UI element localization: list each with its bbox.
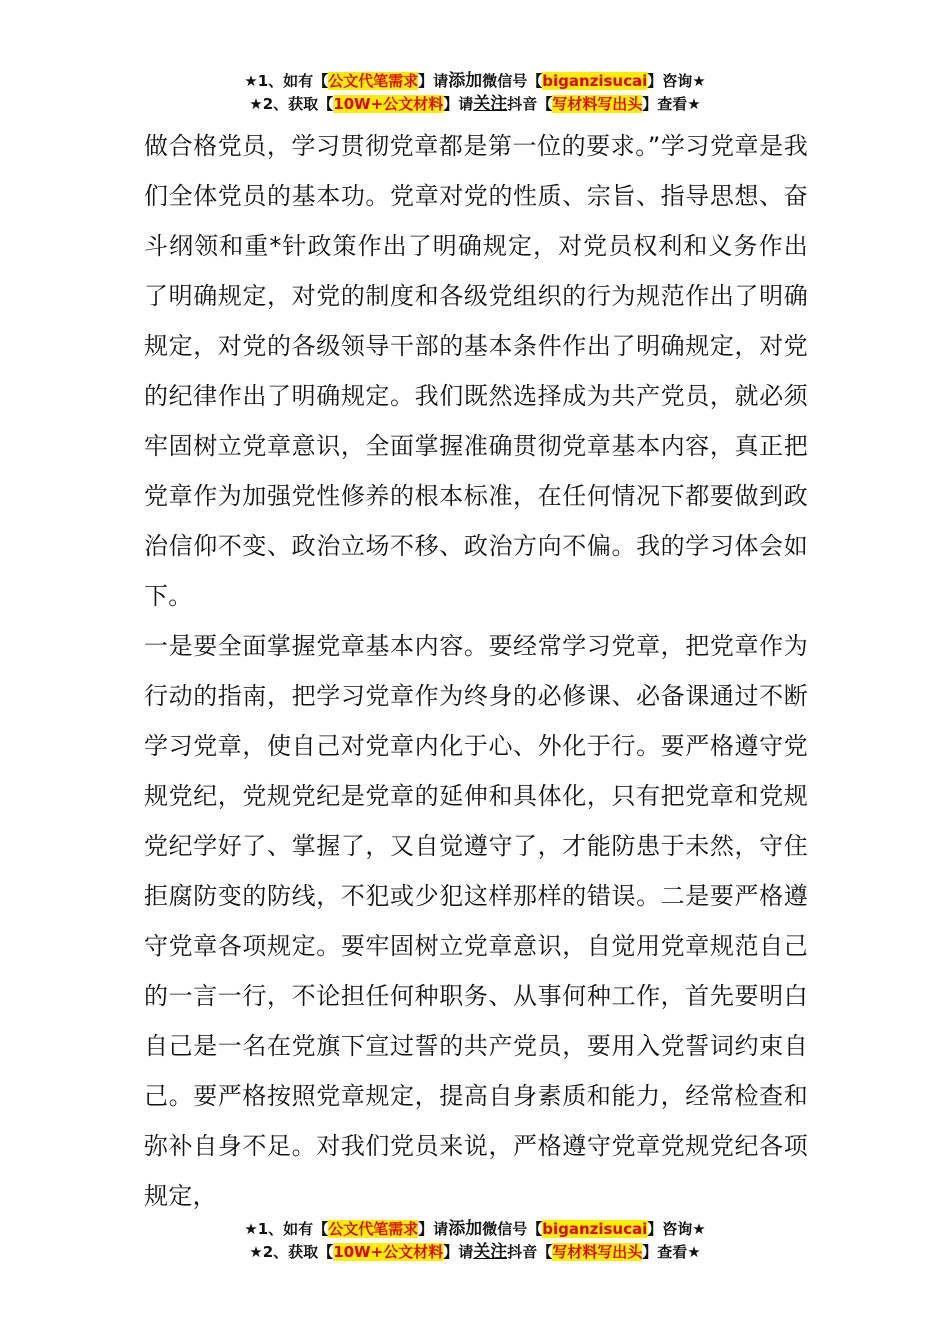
body-paragraph-1: 做合格党员，学习贯彻党章都是第一位的要求。”学习党章是我们全体党员的基本功。党章对党的性质、宗旨、指导思想、奋斗纲领和重*针政策作出了明确规定，对党员权利和义务作出了明确规定，对党的制度和各级党组织的行为规范作出了明确规定，对党的各级领导干部的基本条件作出了明确规定，对党的纪律作出了明确规定。我们既然选择成为共产党员，就必须牢固树立党章意识，全面掌握准确贯彻党章基本内容，真正把党章作为加强党性修养的根本标准，在任何情况下都要做到政治信仰不变、政治立场不移、政治方向不偏。我的学习体会如下。 — [144, 132, 808, 610]
follow-emphasis: 关注 — [473, 94, 508, 114]
header-line-2-mid: 】请 — [443, 95, 474, 113]
footer-line-1-prefix: ★1、如有【 — [244, 1220, 329, 1238]
service-highlight: 公文代笔需求 — [328, 1220, 419, 1238]
footer-line-2-mid: 】请 — [443, 1243, 474, 1261]
wechat-id-highlight: biganzisucai — [542, 72, 648, 90]
document-body — [144, 121, 808, 1221]
footer-line-1-suffix: 】咨询★ — [647, 1220, 706, 1238]
materials-highlight: 10W+公文材料 — [333, 95, 444, 113]
wechat-id-highlight: biganzisucai — [542, 1220, 648, 1238]
header-banner — [0, 70, 950, 116]
footer-line-2 — [0, 1241, 950, 1264]
header-line-2-prefix: ★2、获取【 — [249, 95, 334, 113]
header-line-2-mid2: 抖音【 — [507, 95, 553, 113]
header-line-1-mid: 】请 — [418, 72, 449, 90]
follow-emphasis: 关注 — [473, 1242, 508, 1262]
materials-highlight: 10W+公文材料 — [333, 1243, 444, 1261]
footer-line-1-mid2: 微信号【 — [482, 1220, 543, 1238]
douyin-account-highlight: 写材料写出头 — [552, 1243, 643, 1261]
footer-line-2-mid2: 抖音【 — [507, 1243, 553, 1261]
add-emphasis: 添加 — [448, 1219, 483, 1239]
header-line-1-suffix: 】咨询★ — [647, 72, 706, 90]
douyin-account-highlight: 写材料写出头 — [552, 95, 643, 113]
footer-line-1 — [0, 1218, 950, 1241]
header-line-1-prefix: ★1、如有【 — [244, 72, 329, 90]
header-line-2 — [0, 93, 950, 116]
add-emphasis: 添加 — [448, 71, 483, 91]
footer-banner — [0, 1218, 950, 1264]
header-line-2-suffix: 】查看★ — [642, 95, 701, 113]
service-highlight: 公文代笔需求 — [328, 72, 419, 90]
footer-line-2-suffix: 】查看★ — [642, 1243, 701, 1261]
header-line-1 — [0, 70, 950, 93]
body-paragraph-2: 一是要全面掌握党章基本内容。要经常学习党章，把党章作为行动的指南，把学习党章作为终身的必修课、必备课通过不断学习党章，使自己对党章内化于心、外化于行。要严格遵守党规党纪，党规党纪是党章的延伸和具体化，只有把党章和党规党纪学好了、掌握了，又自觉遵守了，才能防患于未然，守住拒腐防变的防线，不犯或少犯这样那样的错误。二是要严格遵守党章各项规定。要牢固树立党章意识，自觉用党章规范自己的一言一行，不论担任何种职务、从事何种工作，首先要明白自己是一名在党旗下宣过誓的共产党员，要用入党誓词约束自己。要严格按照党章规定，提高自身素质和能力，经常检查和弥补自身不足。对我们党员来说，严格遵守党章党规党纪各项规定， — [144, 632, 808, 1210]
footer-line-1-mid: 】请 — [418, 1220, 449, 1238]
header-line-1-mid2: 微信号【 — [482, 72, 543, 90]
footer-line-2-prefix: ★2、获取【 — [249, 1243, 334, 1261]
